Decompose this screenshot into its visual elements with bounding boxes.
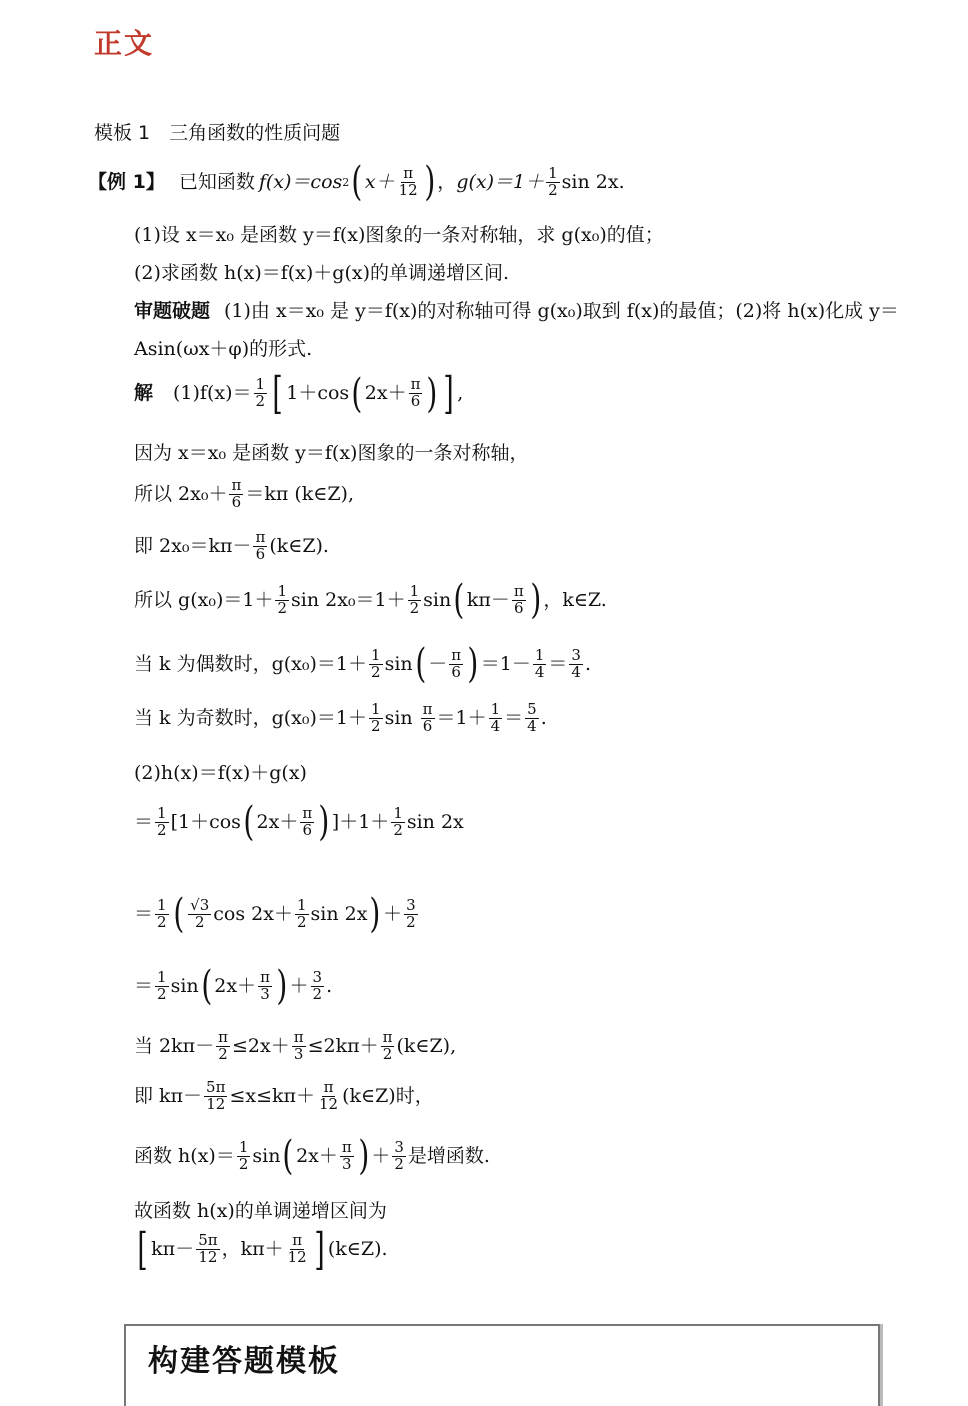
solution-line-7: 当 k 为奇数时，g(x₀)＝1＋ $\frac{1}{2}$ sin $\frac{\pi}{6}$ ＝1＋ $\frac{1}{4}$ ＝ $\frac{5}{4}$ .: [134, 700, 547, 735]
example-prefix: 已知函数: [178, 170, 255, 193]
part2-line-9: [ kπ－ $\frac{5\pi}{12}$ ，kπ＋ $\frac{\pi}{12}$ ] (k∈Z).: [137, 1224, 388, 1275]
solution-line-6: 当 k 为偶数时，g(x₀)＝1＋ $\frac{1}{2}$ sin ( － $\frac{\pi}{6}$ ) ＝1－ $\frac{1}{4}$ ＝ $\frac{3}{4}$ .: [134, 641, 591, 688]
f-definition: f(x)＝cos: [258, 170, 343, 193]
analysis-line-1: 审题破题 (1)由 x＝x₀ 是 y＝f(x)的对称轴可得 g(x₀)取到 f(x)的最值；(2)将 h(x)化成 y＝: [134, 300, 899, 322]
example-tag: 【例 1】: [88, 170, 165, 193]
part2-line-4: ＝ $\frac{1}{2}$ sin ( 2x＋ $\frac{\pi}{3}$ ) ＋ $\frac{3}{2}$ .: [134, 963, 333, 1010]
part2-line-1: (2)h(x)＝f(x)＋g(x): [134, 762, 307, 784]
part2-line-6: 即 kπ－ $\frac{5\pi}{12}$ ≤x≤kπ＋ $\frac{\pi}{12}$ (k∈Z)时，: [134, 1078, 434, 1113]
analysis-line-2: Asin(ωx＋φ)的形式.: [134, 338, 313, 360]
answer-template-title: 构建答题模板: [148, 1344, 340, 1379]
solution-label: 解: [134, 382, 154, 405]
g-definition: g(x)＝1＋: [456, 170, 545, 193]
part2-line-3: ＝ $\frac{1}{2}$ ( $\frac{√3}{2}$ cos 2x＋ $\frac{1}{2}$ sin 2x ) ＋ $\frac{3}{2}$: [134, 891, 416, 938]
section-heading: 正文: [94, 27, 155, 60]
question-1: (1)设 x＝x₀ 是函数 y＝f(x)图象的一条对称轴，求 g(x₀)的值；: [134, 224, 664, 246]
question-2: (2)求函数 h(x)＝f(x)＋g(x)的单调递增区间.: [134, 262, 510, 284]
solution-line-3: 所以 2x₀＋ $\frac{\pi}{6}$ ＝kπ (k∈Z),: [134, 476, 355, 511]
solution-line-1: 解 (1)f(x)＝ $\frac{1}{2}$ [ 1＋cos ( 2x＋ $\frac{\pi}{6}$ ) ] ,: [134, 368, 464, 419]
template-subheading: 模板 1 三角函数的性质问题: [94, 122, 341, 144]
solution-line-4: 即 2x₀＝kπ－ $\frac{\pi}{6}$ (k∈Z).: [134, 528, 329, 563]
answer-template-box: [124, 1324, 880, 1406]
part2-line-8: 故函数 h(x)的单调递增区间为: [134, 1200, 387, 1222]
solution-line-2: 因为 x＝x₀ 是函数 y＝f(x)图象的一条对称轴，: [134, 442, 529, 464]
part2-line-5: 当 2kπ－ $\frac{\pi}{2}$ ≤2x＋ $\frac{\pi}{3}$ ≤2kπ＋ $\frac{\pi}{2}$ (k∈Z),: [134, 1028, 457, 1063]
part2-line-7: 函数 h(x)＝ $\frac{1}{2}$ sin ( 2x＋ $\frac{\pi}{3}$ ) ＋ $\frac{3}{2}$ 是增函数.: [134, 1133, 490, 1180]
analysis-label: 审题破题: [134, 300, 211, 322]
example-line: 【例 1】 已知函数 f(x)＝cos 2 ( x＋ $\frac{\pi}{12}$ ) ， g(x)＝1＋ $\frac{1}{2}$ sin 2x.: [88, 159, 625, 206]
solution-line-5: 所以 g(x₀)＝1＋ $\frac{1}{2}$ sin 2x₀＝1＋ $\frac{1}{2}$ sin ( kπ－ $\frac{\pi}{6}$ ) ，k∈Z.: [134, 577, 607, 624]
part2-line-2: ＝ $\frac{1}{2}$ [1＋cos ( 2x＋ $\frac{\pi}{6}$ ) ]＋1＋ $\frac{1}{2}$ sin 2x: [134, 799, 464, 846]
